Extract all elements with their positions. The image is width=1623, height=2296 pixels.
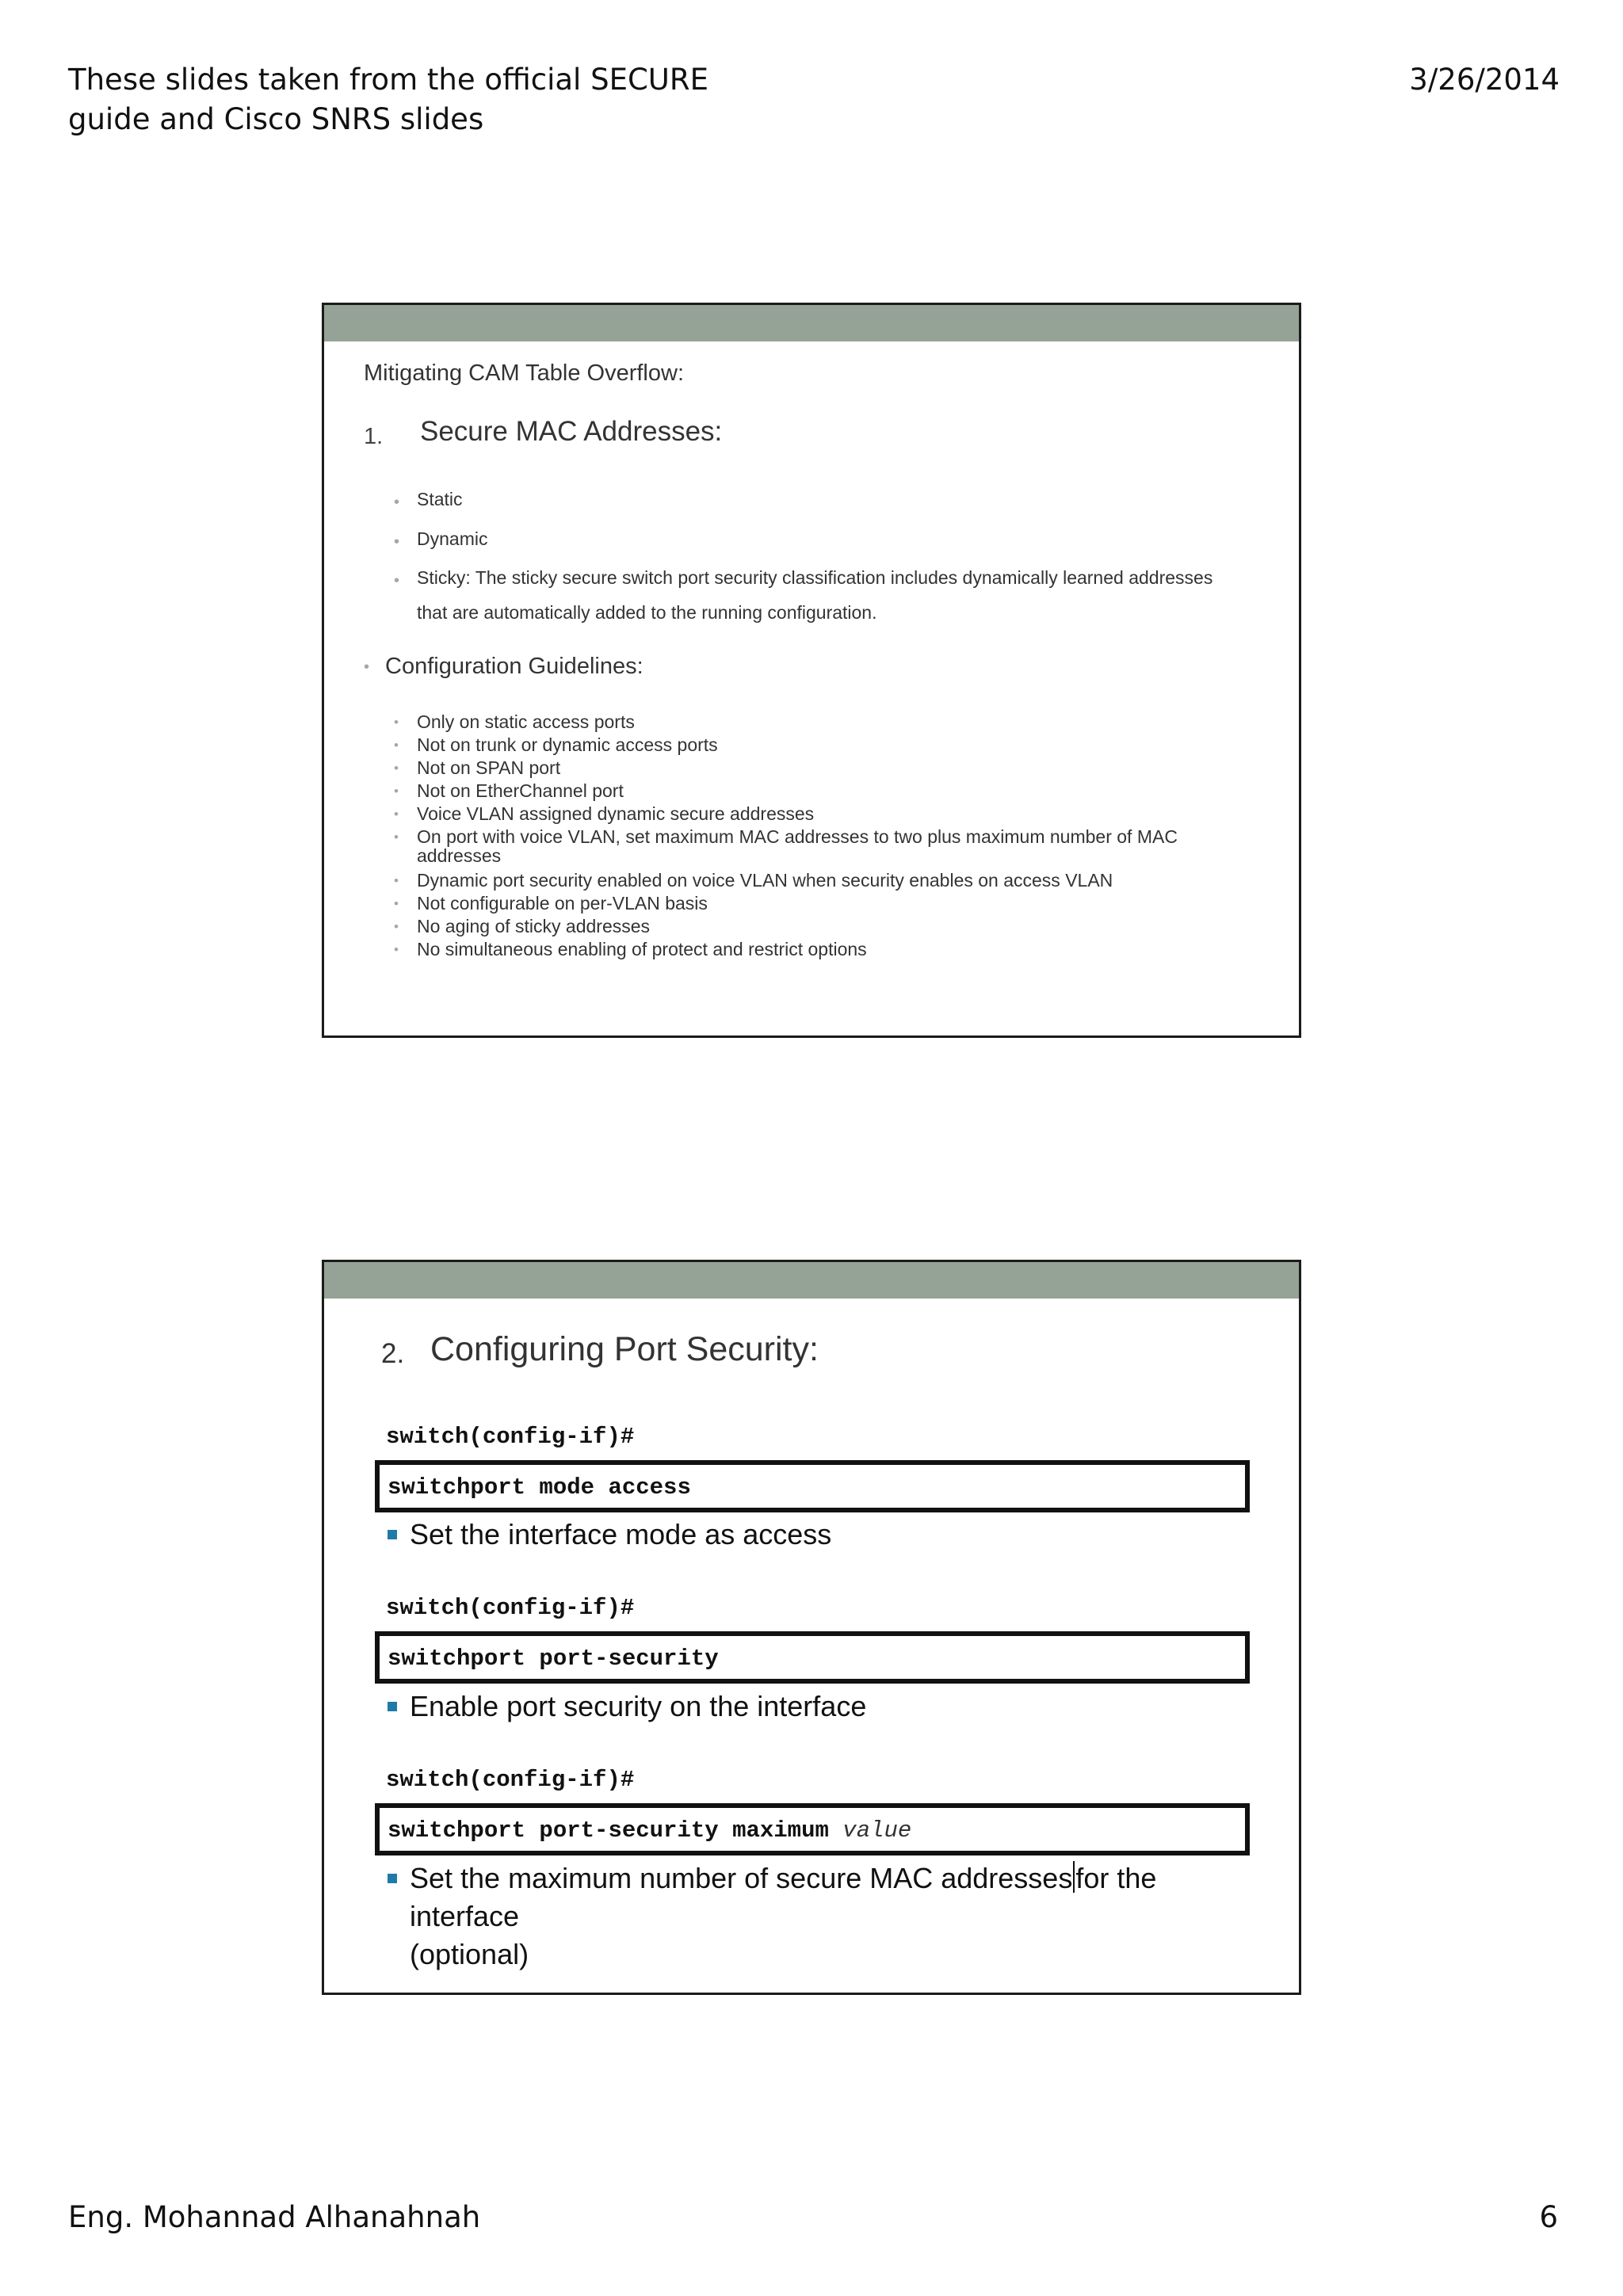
bullet-dot: • [394,715,399,730]
slide-cam-table-overflow [322,303,1301,1038]
bullet-square [388,1874,397,1883]
bullet-dot: • [394,761,399,776]
header-title-line1: These slides taken from the official SECURE [68,63,708,97]
page-number: 6 [1539,2200,1558,2234]
cli-prompt: switch(config-if)# [386,1424,635,1450]
command-box [375,1460,1250,1512]
guideline-item: Not on EtherChannel port [417,780,624,801]
bullet-dot: • [394,807,399,822]
section-heading: Secure MAC Addresses: [420,416,723,447]
guideline-item: Not on trunk or dynamic access ports [417,734,718,755]
page-header-title [68,60,781,139]
bullet-dot: • [364,658,370,676]
command-text: switchport port-security [388,1646,719,1672]
guideline-item: Voice VLAN assigned dynamic secure addresses [417,803,815,824]
slide-configuring-port-security [322,1260,1301,1995]
section-number: 2. [381,1338,405,1369]
guidelines-heading: Configuration Guidelines: [385,654,643,679]
description-text: Set the maximum number of secure MAC addresses [410,1862,1073,1894]
guideline-item: No aging of sticky addresses [417,916,651,936]
list-item: Dynamic [417,528,488,549]
description-text-tail: for the interface [410,1862,1157,1932]
cli-prompt: switch(config-if)# [386,1595,635,1621]
section-heading: Configuring Port Security: [430,1330,819,1368]
bullet-dot: • [394,494,400,511]
command-description: Set the interface mode as access [410,1518,832,1550]
cli-prompt: switch(config-if)# [386,1767,635,1793]
command-argument: value [842,1817,912,1844]
guideline-item: No simultaneous enabling of protect and restrict options [417,939,867,959]
bullet-dot: • [394,533,400,551]
bullet-dot: • [394,919,399,934]
bullet-dot: • [394,896,399,911]
list-item-continuation: that are automatically added to the running configuration. [417,602,877,623]
guideline-item: On port with voice VLAN, set maximum MAC addresses to two plus maximum number of MAC [417,826,1178,847]
list-item: Sticky: The sticky secure switch port security classification includes dynamically learned addresses [417,567,1213,588]
bullet-dot: • [394,942,399,957]
command-box [375,1631,1250,1684]
bullet-square [388,1530,397,1539]
guideline-item: Not configurable on per-VLAN basis [417,893,708,913]
list-item: Static [417,489,463,509]
command-box [375,1803,1250,1855]
guideline-item: Only on static access ports [417,711,635,732]
bullet-square [388,1702,397,1711]
slide-title: Mitigating CAM Table Overflow: [364,360,685,386]
guideline-item: Dynamic port security enabled on voice VLAN when security enables on access VLAN [417,870,1113,891]
slide-title-bar [324,305,1299,341]
command-text: switchport mode access [388,1474,691,1501]
footer-author: Eng. Mohannad Alhanahnah [68,2200,481,2234]
command-description: Enable port security on the interface [410,1690,867,1722]
header-title-line2: guide and Cisco SNRS slides [68,102,484,136]
bullet-dot: • [394,830,399,845]
bullet-dot: • [394,738,399,753]
command-description [410,1859,1274,1974]
description-continuation: (optional) [410,1938,529,1970]
slide-title-bar [324,1262,1299,1299]
section-number: 1. [364,424,384,449]
bullet-dot: • [394,873,399,888]
command-keyword: switchport port-security maximum [388,1817,843,1844]
bullet-dot: • [394,572,400,589]
header-date: 3/26/2014 [1409,63,1560,97]
command-text [388,1817,911,1844]
bullet-dot: • [394,784,399,799]
guideline-item: Not on SPAN port [417,757,561,778]
guideline-item-continuation: addresses [417,845,502,866]
